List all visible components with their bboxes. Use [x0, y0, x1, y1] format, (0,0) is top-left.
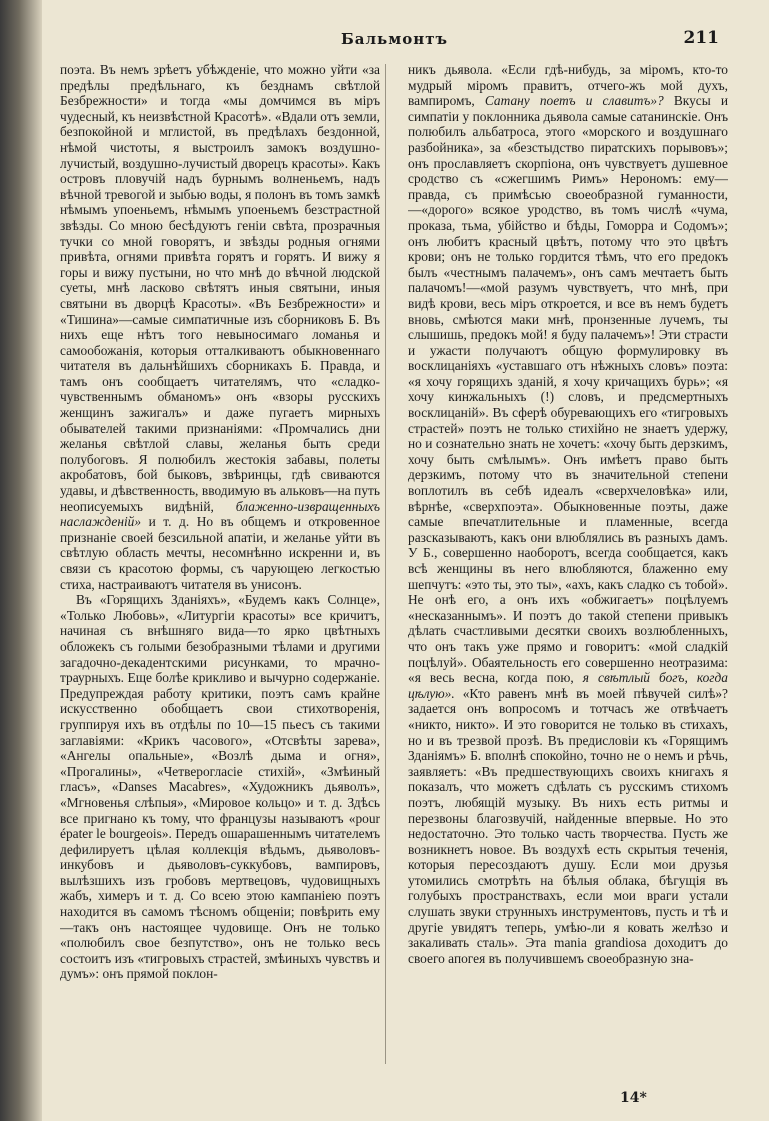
right-p1-italic: Сатану поетъ и славитъ»? [484, 93, 664, 109]
right-p1-italic-2: я свѣтлый богъ, когда цѣлую». [408, 670, 728, 701]
page-number: 211 [683, 28, 719, 48]
left-paragraph-1 [60, 62, 380, 592]
left-p1-tail: и т. д. Но въ общемъ и откровенное признаніе своей безсильной апатіи, и желанье уйти въ свѣтлую область мечты, несомнѣнно искренни и, въ связи съ красотою формы, съ чарующею легкостью стиха, настраиваютъ читателя въ унисонъ. [60, 514, 380, 592]
page-header [60, 30, 729, 56]
right-p1-text: никъ дьявола. «Если гдѣ-нибудь, за міромъ, кто-то мудрый міромъ правитъ, отчего-жъ мой духъ, вампиромъ, [408, 62, 728, 109]
left-p1-italic: блаженно-извращенныхъ наслажденій» [60, 498, 380, 530]
left-paragraph-2: Въ «Горящихъ Зданіяхъ», «Будемъ какъ Солнце», «Только Любовь», «Литургіи красоты» все кричитъ, начиная съ внѣшняго вида—то ярко цвѣтныхъ обложекъ съ голыми безобразными тѣлами и другими загадочно-декадентскими рисунками, то мрачно-траурныхъ. Еще болѣе крикливо и вычурно содержаніе. Предупреждая работу критики, поэтъ самъ крайне искусственно обобщаетъ свои стихотворенія, группируя ихъ въ отдѣлы по 10—15 пьесъ съ такими заглавіями: «Крикъ часового», «Отсвѣты зарева», «Ангелы опальные», «Возлѣ дыма и огня», «Прогалины», «Четвероглaсie стихій», «Змѣиный глаcъ», «Danses Macabres», «Художникъ дьяволъ», «Мгновенья слѣпыя», «Мировое кольцо» и т. д. Здѣсь все пригнано къ тому, что французы называютъ «pour épater le bourgeois». Передъ ошарашеннымъ читателемъ дефилируетъ цѣлая коллекція вѣдьмъ, дьяволовъ-инкубовъ и дьяволовъ-суккубовъ, вампировъ, вылѣзшихъ изъ гробовъ мертвецовъ, чудовищныхъ жабъ, химеръ и т. д. Со всею этою кампаніею поэтъ находится въ самомъ тѣсномъ общеніи; повѣрить ему—такъ онъ настоящее чудовище. Онъ не только «полюбилъ свое безпутство», онъ не только весь состоитъ изъ «тигровыхъ страстей, змѣиныхъ чувствъ и думъ»: онъ прямой поклон- [60, 592, 380, 982]
right-paragraph-1 [408, 62, 728, 966]
left-p1-text: поэта. Въ немъ зрѣетъ убѣжденіе, что можно уйти «за предѣлы предѣльнаго, къ безднамъ свѣтлой Безбрежности» и тогда «мы домчимся въ міръ чудесный, къ неизвѣстной Красотѣ». «Вдали отъ земли, безпокойной и мглистой, въ предѣлахъ бездонной, нѣмой чистоты, я выстроилъ замокъ воздушно-лучистый, воздушно-лучистый дворецъ красоты». Какъ островъ пловучій надъ бурнымъ волненьемъ, надъ вѣчной тревогой и зыбью воды, я полонъ въ томъ замкѣ нѣмымъ упоеньемъ, нѣмымъ упоеньемъ безстрастной звѣзды. Со мною бесѣдуютъ геніи свѣта, прозрачныя тучки со мной говорятъ, и звѣзды родныя огнями привѣта, огнями привѣта горятъ и горятъ. И вижу я горы и вижу пустыни, но что мнѣ до вѣчной людской суеты, мнѣ ласково свѣтятъ иныя святыни, иныя святыни въ дворцѣ Красоты». «Въ Безбрежности» и «Тишина»—самые симпатичные изъ сборниковъ Б. Въ нихъ еще нѣтъ того невыносимаго ломанья и самообожанія, которыя отталкиваютъ обыкновеннаго читателя въ дальнѣйшихъ сборникахъ Б. Правда, и тамъ онъ сообщаетъ читателямъ, что «сладко-чувственнымъ обманомъ» онъ «взоры русскихъ женщинъ зажигалъ» и даже пугаетъ мирныхъ обывателей такими признаніями: «Промчались дни желанья свѣтлой славы, желанья быть среди полубоговъ. Я полюбилъ жестокія забавы, полеты акробатовъ, бой быковъ, звѣринцы, гдѣ свиваются удавы, и дѣвственность, вводимую въ альковъ—на путь неописуемыхъ видѣній, [60, 62, 380, 514]
text-columns [60, 62, 728, 1072]
left-column [60, 62, 380, 1072]
running-head: Бальмонтъ [340, 30, 449, 48]
right-p1-tail: Вкусы и симпатіи у поклонника дьявола самые сатанинскіе. Онъ полюбилъ альбатроса, этого «морского и воздушнаго разбойника», за «безстыдство пиратскихъ порывовъ»; онъ прославляетъ скорпіона, онъ чувствуетъ душевное сродство съ «сжегшимъ Римъ» Нерономъ: ему—правда, съ примѣсью своеобразной гуманности,—«дорого» всякое уродство, въ томъ числѣ «чума, проказа, тьма, убійство и бѣды, Гоморра и Содомъ»; онъ любитъ красный цвѣтъ, потому что это цвѣтъ крови; онъ не только гордится тѣмъ, что его предокъ былъ «честнымъ палачемъ», онъ самъ мечтаетъ быть палачомъ!—«мой разумъ чувствуетъ, что мнѣ, при видѣ крови, весь міръ откроется, и все въ немъ будетъ вновь, смѣются маки мнѣ, пронзенные лучемъ, ты слышишь, предокъ мой! я буду палачемъ»! Эти страсти и ужасти получаютъ общую формулировку въ восклицаніяхъ «уставшаго отъ нѣжныхъ словъ» поэта: «я хочу горящихъ зданій, я хочу кричащихъ бурь»; «я хочу кинжальныхъ (!) словъ, и предсмертныхъ восклицаній». Въ сферѣ обуревающихъ его «тигровыхъ страстей» поэтъ не только стихійно не знаетъ удержу, но и сознательно знать не хочетъ: «хочу быть дерзкимъ, хочу быть смѣлымъ». Онъ имѣетъ право быть дерзкимъ, потому что въ значительной степени воплотилъ въ себѣ идеалъ «сверхчеловѣка» или, вѣрнѣе, «сверхпоэта». Обыкновенные поэты, даже самые впечатлительные и пламенные, всегда разсказываютъ, какъ они влюблялись въ разныхъ дамъ. У Б., совершенно наоборотъ, всегда сообщается, какъ всѣ женщины въ него влюбляются, блаженно ему шепчутъ: «это ты, это ты», «ахъ, какъ сладко съ тобой». Не онѣ его, а онъ ихъ «обжигаетъ» поцѣлуемъ «несказаннымъ». И поэтъ до такой степени привыкъ дѣлать счастливыми десятки своихъ возлюбленныхъ, что онъ такъ уже прямо и говоритъ: «мой сладкій поцѣлуй». Обаятельность его совершенно неотразима: «я весь весна, когда пою, [408, 93, 728, 686]
right-column [408, 62, 728, 1072]
right-p1-tail-2: «Кто равенъ мнѣ въ моей пѣвучей силѣ»? задается онъ вопросомъ и тотчасъ же отвѣчаетъ «никто, никто». И это говорится не только въ стихахъ, но и въ трезвой прозѣ. Въ предисловіи къ «Горящимъ Зданіямъ» Б. вполнѣ спокойно, точно не о немъ и рѣчь, заявляетъ: «Въ предшествующихъ своихъ книгахъ я показалъ, что можетъ сдѣлать съ русскимъ стихомъ поэтъ, любящій музыку. Въ нихъ есть ритмы и перезвоны благозвучій, найденные впервые. Но это недостаточно. Это только часть творчества. Пусть же возникнетъ новое. Въ воздухѣ есть скрытыя теченія, которыя пересоздаютъ душу. Если мои друзья утомились смотрѣть на бѣлыя облака, бѣгущія въ голубыхъ пространствахъ, если мои враги устали слушать звуки струнныхъ инструментовъ, пусть и тѣ и другіе увидятъ теперь, умѣю-ли я ковать желѣзо и закаливать сталь». Эта mania grandiosa доходитъ до своего апогея въ получившемъ своеобразную зна- [408, 685, 728, 966]
signature-mark: 14* [620, 1090, 647, 1106]
